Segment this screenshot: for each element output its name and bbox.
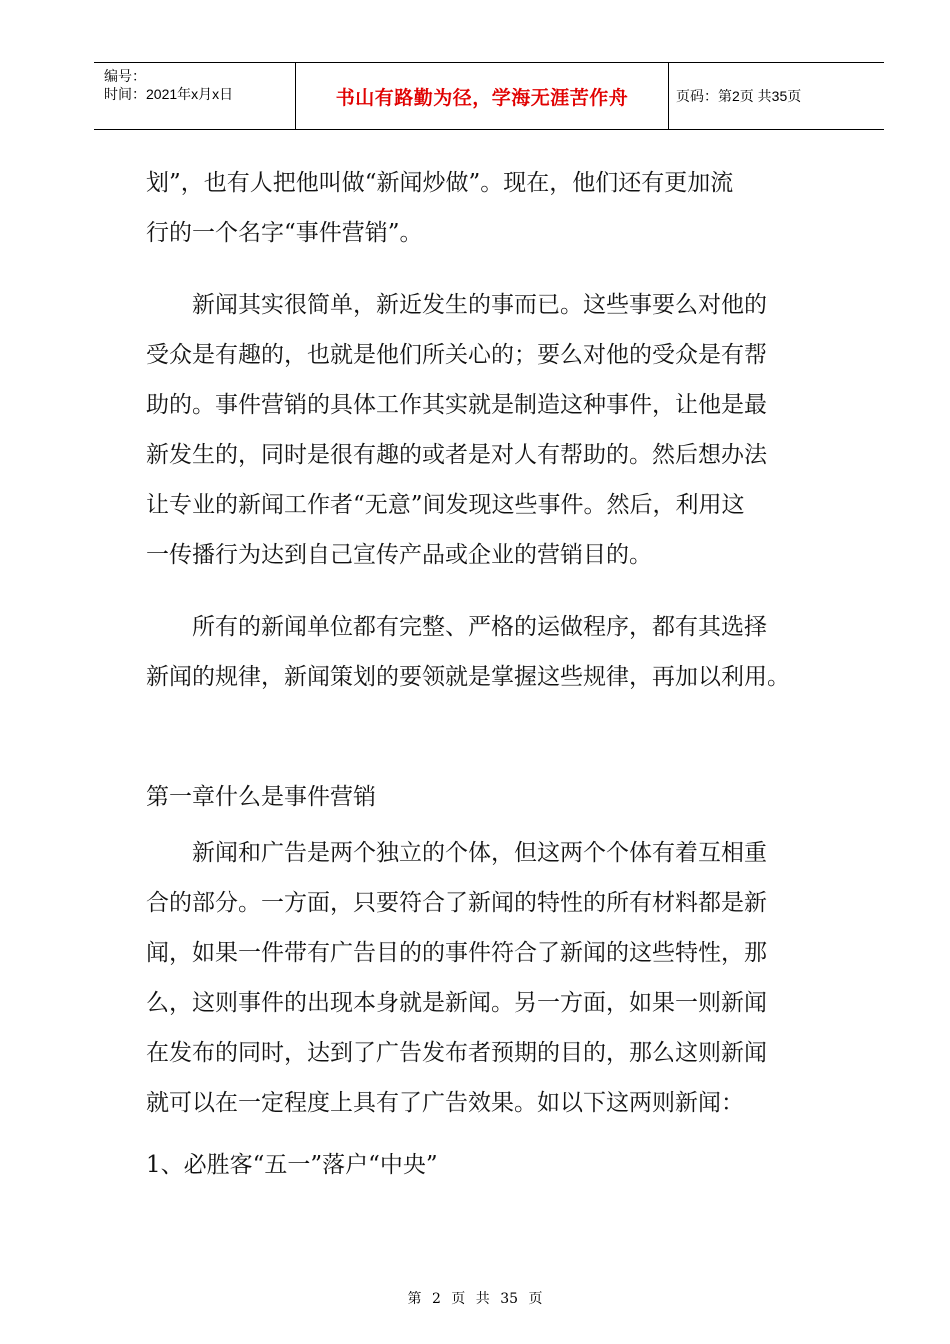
paragraph-line: 新发生的，同时是很有趣的或者是对人有帮助的。然后想办法 — [146, 442, 767, 468]
paragraph-line: 么，这则事件的出现本身就是新闻。另一方面，如果一则新闻 — [146, 990, 767, 1016]
document-time-label: 时间：2021年x月x日 — [104, 86, 234, 102]
document-number-label: 编号： — [104, 68, 146, 84]
paragraph-line: 让专业的新闻工作者“无意”间发现这些事件。然后，利用这 — [146, 492, 745, 518]
document-body — [146, 158, 846, 1190]
page-header — [94, 62, 884, 130]
paragraph-line: 新闻和广告是两个独立的个体，但这两个个体有着互相重 — [192, 840, 767, 866]
paragraph-line: 合的部分。一方面，只要符合了新闻的特性的所有材料都是新 — [146, 890, 767, 916]
paragraph-line: 划”，也有人把他叫做“新闻炒做”。现在，他们还有更加流 — [146, 170, 734, 196]
list-item: 1、必胜客“五一”落户“中央” — [146, 1152, 438, 1178]
header-page-info: 页码：第2页 共35页 — [676, 88, 802, 104]
header-divider-right — [668, 63, 669, 129]
paragraph-line: 一传播行为达到自己宣传产品或企业的营销目的。 — [146, 542, 652, 568]
header-motto: 书山有路勤为径，学海无涯苦作舟 — [335, 86, 629, 109]
page-footer: 第 2 页 共 35 页 — [407, 1291, 543, 1307]
paragraph-line: 闻，如果一件带有广告目的的事件符合了新闻的这些特性，那 — [146, 940, 767, 966]
paragraph-line: 就可以在一定程度上具有了广告效果。如以下这两则新闻： — [146, 1090, 744, 1116]
paragraph-2 — [146, 280, 846, 580]
paragraph-1 — [146, 158, 846, 258]
chapter-paragraph — [146, 828, 846, 1128]
paragraph-line: 受众是有趣的，也就是他们所关心的；要么对他的受众是有帮 — [146, 342, 767, 368]
paragraph-line: 新闻的规律，新闻策划的要领就是掌握这些规律，再加以利用。 — [146, 664, 790, 690]
paragraph-line: 行的一个名字“事件营销”。 — [146, 220, 423, 246]
paragraph-line: 在发布的同时，达到了广告发布者预期的目的，那么这则新闻 — [146, 1040, 767, 1066]
header-meta — [104, 67, 233, 103]
paragraph-line: 新闻其实很简单，新近发生的事而已。这些事要么对他的 — [192, 292, 767, 318]
paragraph-3 — [146, 602, 846, 702]
paragraph-line: 助的。事件营销的具体工作其实就是制造这种事件，让他是最 — [146, 392, 767, 418]
chapter-heading: 第一章什么是事件营销 — [146, 784, 376, 810]
paragraph-line: 所有的新闻单位都有完整、严格的运做程序，都有其选择 — [192, 614, 767, 640]
